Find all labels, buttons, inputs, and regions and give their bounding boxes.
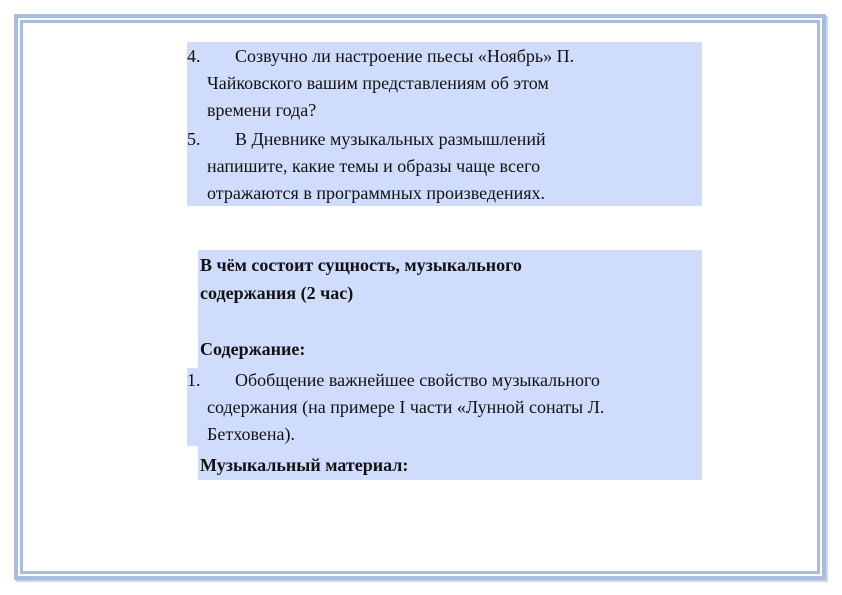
list-item-text-line: Бетховена). — [207, 424, 296, 444]
list-item-text-line: Обобщение важнейшее свойство музыкального — [235, 370, 600, 390]
list-item-text-line: содержания (на примере I части «Лунной сонаты Л. — [207, 397, 605, 417]
list-item-text-line: Чайковского вашим представлениям об этом — [207, 73, 549, 93]
list-item-text-line: напишите, какие темы и образы чаще всего — [207, 156, 541, 176]
section-title — [200, 251, 700, 307]
list-item-number: 1. — [187, 370, 201, 390]
content-item-1 — [187, 367, 702, 448]
material-label: Музыкальный материал: — [200, 455, 409, 475]
list-item-number: 5. — [187, 129, 201, 149]
content-label: Содержание: — [200, 339, 306, 359]
list-item-text-line: времени года? — [207, 100, 317, 120]
list-item-text-line: В Дневнике музыкальных размышлений — [235, 129, 546, 149]
section-title-line: В чём состоит сущность, музыкального — [200, 255, 522, 275]
list-item-5 — [187, 126, 702, 207]
list-item-number: 4. — [187, 46, 201, 66]
list-item-text-line: отражаются в программных произведениях. — [207, 183, 546, 203]
section-title-line: содержания (2 час) — [200, 283, 354, 303]
list-item-text-line: Созвучно ли настроение пьесы «Ноябрь» П. — [235, 46, 575, 66]
list-item-4 — [187, 43, 702, 124]
